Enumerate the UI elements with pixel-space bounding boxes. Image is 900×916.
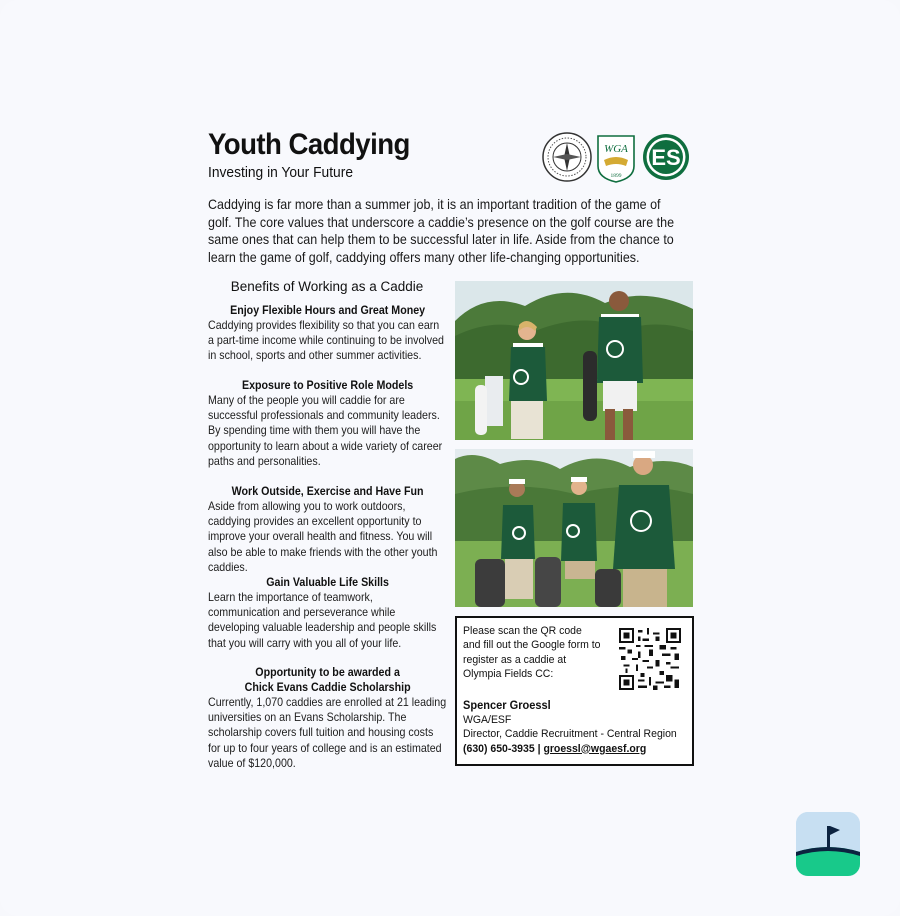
benefits-heading: Benefits of Working as a Caddie	[230, 279, 424, 294]
benefit-body: Learn the importance of teamwork, communication and perseverance while developing valuable leadership and people skills that you will carry with you all of your life.	[208, 591, 437, 650]
benefit-title: Opportunity to be awarded a Chick Evans Caddie Scholarship	[244, 666, 411, 694]
contact-org: WGA/ESF	[463, 713, 512, 726]
contact-box	[455, 616, 694, 766]
benefit-work-outside	[208, 484, 447, 575]
qr-code-icon[interactable]	[619, 628, 681, 690]
sponsor-logos	[542, 132, 692, 184]
benefit-body: Aside from allowing you to work outdoors, caddying provides an excellent opportunity to improve your overall health and fitness. You will also be able to make friends with the other youth caddies.	[208, 500, 438, 574]
benefit-body: Currently, 1,070 caddies are enrolled at 21 leading universities on an Evans Scholarship. The scholarship covers full tuition and housing costs for up to four years of college and is an estimated value of $120,000.	[208, 696, 447, 770]
olympia-fields-seal-logo	[543, 133, 591, 181]
contact-name: Spencer Groessl	[463, 698, 551, 712]
benefit-role-models	[208, 378, 447, 469]
contact-line	[463, 742, 684, 757]
contact-info	[463, 698, 684, 756]
benefit-title: Gain Valuable Life Skills	[266, 576, 389, 589]
benefit-title: Exposure to Positive Role Models	[241, 379, 414, 392]
benefit-title: Work Outside, Exercise and Have Fun	[231, 485, 424, 498]
benefit-scholarship	[208, 665, 447, 771]
contact-role: Director, Caddie Recruitment - Central Region	[463, 728, 677, 741]
svg-text:ES: ES	[651, 145, 681, 170]
benefit-life-skills	[208, 575, 447, 651]
wga-logo	[598, 136, 634, 182]
benefit-body: Caddying provides flexibility so that you can earn a part-time income while continuing to be involved in school, sports and other summer activities.	[208, 319, 444, 363]
benefit-body: Many of the people you will caddie for are successful professionals and community leaders. By spending time with them you will have the opportunity to learn about a wide variety of career paths and personalities.	[208, 394, 443, 468]
document-subtitle: Investing in Your Future	[208, 164, 354, 181]
svg-text:1899: 1899	[610, 173, 622, 179]
benefit-title: Enjoy Flexible Hours and Great Money	[230, 304, 426, 317]
intro-paragraph: Caddying is far more than a summer job, it is an important tradition of the game of golf. The core values that underscore a caddie’s presence on the golf course are the same ones that can help them to be successful later in life. Aside from the chance to learn the game of golf, caddying offers many other life-changing opportunities.	[208, 197, 675, 265]
svg-text:WGA: WGA	[604, 143, 628, 155]
contact-phone[interactable]: (630) 650-3935	[463, 742, 535, 755]
caddie-photo-two-caddies	[455, 281, 693, 440]
es-logo	[643, 134, 689, 180]
caddie-photo-three-caddies	[455, 449, 693, 607]
qr-instructions: Please scan the QR code and fill out the Google form to register as a caddie at Olympia Fields CC:	[463, 625, 601, 681]
benefit-flexible-hours	[208, 303, 447, 364]
document-title: Youth Caddying	[208, 128, 410, 161]
contact-separator: |	[534, 742, 544, 755]
golf-flag-icon[interactable]	[796, 812, 860, 876]
contact-email-link[interactable]: groessl@wgaesf.org	[543, 742, 647, 755]
